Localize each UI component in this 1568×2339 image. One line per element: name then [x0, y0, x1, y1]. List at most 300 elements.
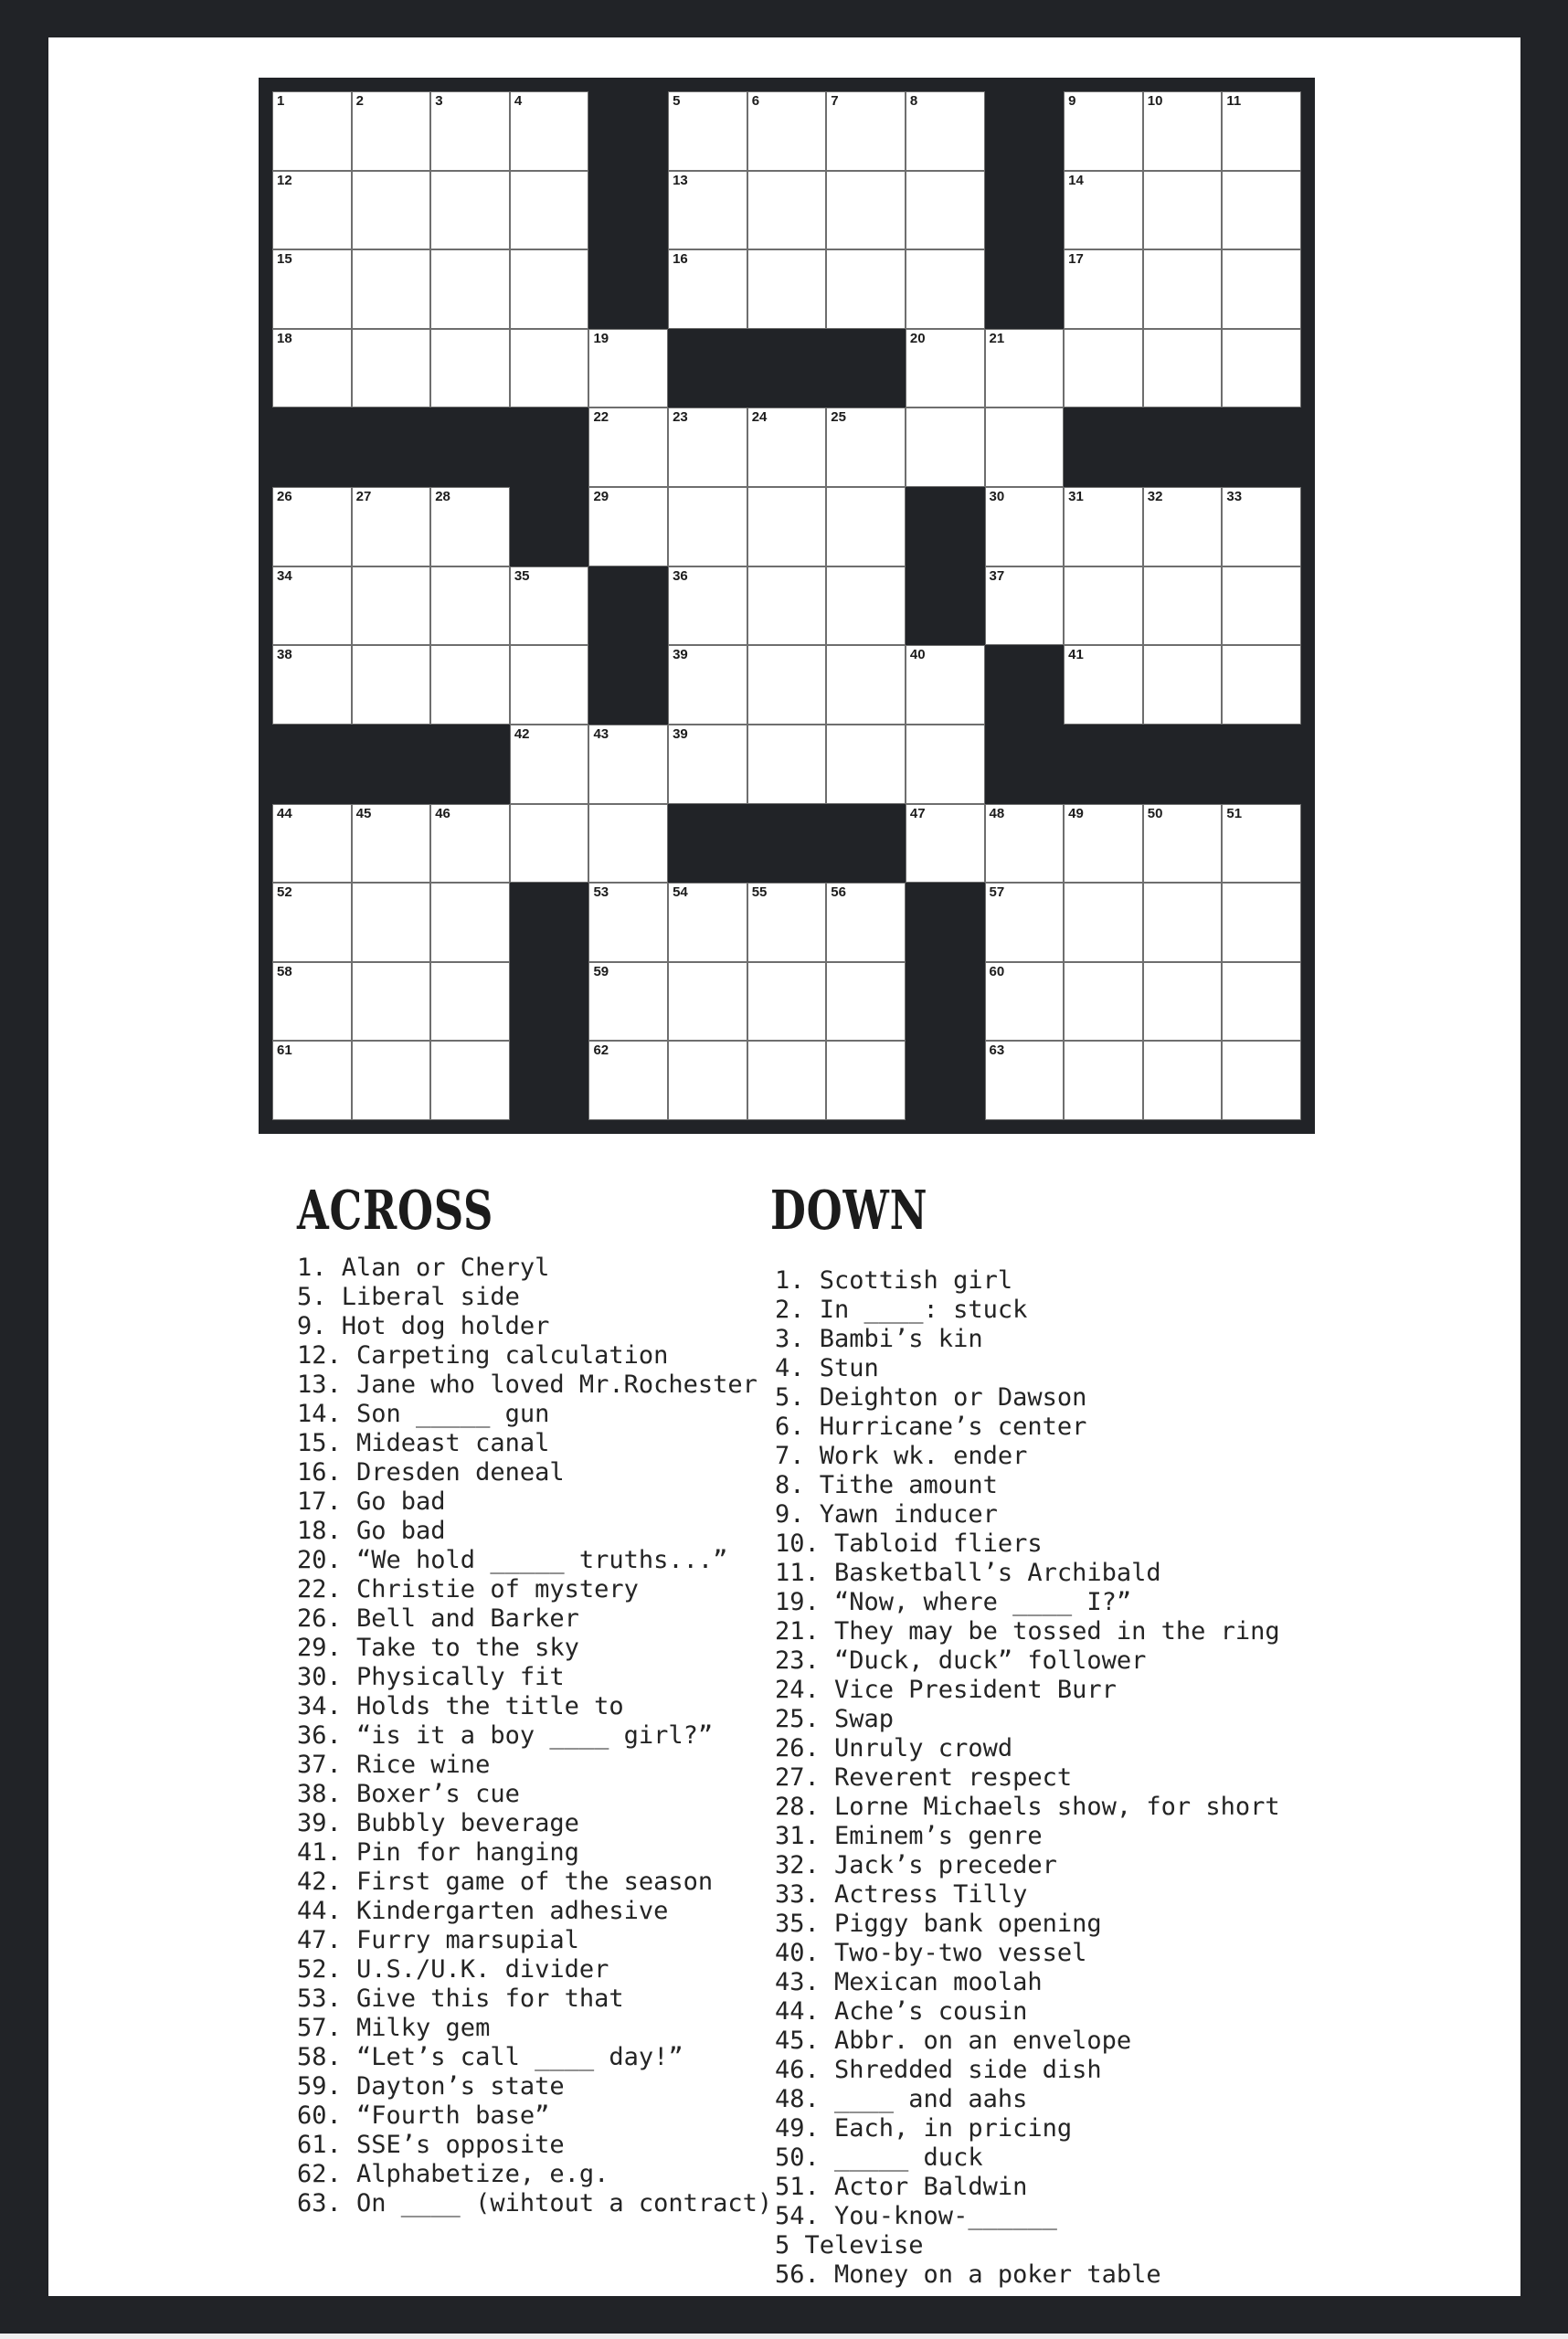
letter-cell[interactable]	[826, 725, 906, 804]
black-cell	[352, 725, 431, 804]
cell-number: 11	[1226, 93, 1242, 109]
letter-cell[interactable]	[747, 487, 827, 566]
letter-cell[interactable]	[826, 1041, 906, 1120]
letter-cell[interactable]	[510, 329, 589, 408]
cell-number: 39	[673, 725, 688, 742]
letter-cell[interactable]	[826, 91, 906, 171]
cell-number: 43	[593, 725, 609, 742]
letter-cell[interactable]	[588, 804, 668, 884]
cell-number: 34	[277, 567, 292, 584]
letter-cell[interactable]	[1143, 487, 1223, 566]
cell-number: 58	[277, 963, 292, 979]
letter-cell[interactable]	[1064, 171, 1143, 250]
black-cell	[352, 407, 431, 487]
across-clue: 60. “Fourth base”	[297, 2101, 550, 2130]
cell-number: 46	[435, 805, 450, 821]
letter-cell[interactable]	[747, 566, 827, 646]
across-clue: 29. Take to the sky	[297, 1634, 579, 1662]
letter-cell[interactable]	[1222, 171, 1301, 250]
down-clue: 3. Bambi’s kin	[775, 1325, 983, 1353]
across-clue: 44. Kindergarten adhesive	[297, 1897, 669, 1925]
down-clue: 24. Vice President Burr	[775, 1676, 1117, 1704]
down-heading-text: DOWN	[770, 1179, 928, 1242]
across-clue: 5. Liberal side	[297, 1283, 520, 1311]
letter-cell[interactable]	[985, 487, 1065, 566]
cell-number: 5	[673, 93, 681, 109]
cell-number: 55	[751, 884, 768, 901]
cell-number: 16	[673, 251, 688, 268]
cell-number: 44	[277, 805, 292, 821]
across-clue: 39. Bubbly beverage	[297, 1809, 579, 1837]
down-clue: 33. Actress Tilly	[775, 1880, 1028, 1909]
black-cell	[747, 804, 827, 884]
down-clue: 25. Swap	[775, 1705, 895, 1733]
letter-cell[interactable]	[1143, 645, 1223, 725]
letter-cell[interactable]	[826, 883, 906, 962]
across-clue: 61. SSE’s opposite	[297, 2131, 565, 2159]
down-clue: 27. Reverent respect	[775, 1763, 1073, 1792]
letter-cell[interactable]	[906, 804, 985, 884]
down-clue: 40. Two-by-two vessel	[775, 1939, 1087, 1967]
letter-cell[interactable]	[1064, 1041, 1143, 1120]
letter-cell[interactable]	[510, 91, 589, 171]
letter-cell[interactable]	[430, 1041, 510, 1120]
letter-cell[interactable]	[1143, 566, 1223, 646]
letter-cell[interactable]	[985, 407, 1065, 487]
cell-number: 28	[435, 489, 450, 505]
across-clue: 62. Alphabetize, e.g.	[297, 2160, 609, 2188]
down-clue: 5. Deighton or Dawson	[775, 1383, 1087, 1412]
letter-cell[interactable]	[826, 249, 906, 329]
cell-number: 26	[277, 489, 292, 505]
letter-cell[interactable]	[826, 487, 906, 566]
letter-cell[interactable]	[906, 171, 985, 250]
black-cell	[906, 566, 985, 646]
letter-cell[interactable]	[272, 962, 352, 1042]
letter-cell[interactable]	[352, 249, 431, 329]
letter-cell[interactable]	[272, 171, 352, 250]
letter-cell[interactable]	[668, 487, 747, 566]
letter-cell[interactable]	[1222, 487, 1301, 566]
across-clue: 58. “Let’s call ____ day!”	[297, 2043, 683, 2071]
across-clue: 41. Pin for hanging	[297, 1838, 579, 1867]
cell-number: 4	[514, 93, 523, 109]
letter-cell[interactable]	[1222, 249, 1301, 329]
letter-cell[interactable]	[272, 804, 352, 884]
letter-cell[interactable]	[668, 1041, 747, 1120]
cell-number: 19	[593, 330, 609, 346]
black-cell	[510, 962, 589, 1042]
letter-cell[interactable]	[430, 804, 510, 884]
letter-cell[interactable]	[985, 883, 1065, 962]
letter-cell[interactable]	[747, 1041, 827, 1120]
cell-number: 47	[909, 805, 926, 821]
cell-number: 31	[1068, 489, 1084, 505]
cell-number: 14	[1068, 172, 1084, 188]
letter-cell[interactable]	[1064, 962, 1143, 1042]
black-cell	[668, 329, 747, 408]
down-clue: 2. In ____: stuck	[775, 1296, 1028, 1324]
letter-cell[interactable]	[668, 249, 747, 329]
letter-cell[interactable]	[668, 91, 747, 171]
cell-number: 39	[673, 647, 688, 663]
crossword-grid	[259, 78, 1315, 1134]
letter-cell[interactable]	[1064, 645, 1143, 725]
down-clue: 54. You-know-______	[775, 2202, 1057, 2230]
letter-cell[interactable]	[1064, 487, 1143, 566]
across-clue: 52. U.S./U.K. divider	[297, 1955, 609, 1984]
letter-cell[interactable]	[430, 566, 510, 646]
down-clue: 23. “Duck, duck” follower	[775, 1646, 1147, 1675]
letter-cell[interactable]	[747, 725, 827, 804]
black-cell	[1222, 407, 1301, 487]
down-clue: 35. Piggy bank opening	[775, 1910, 1102, 1938]
cell-number: 60	[989, 963, 1005, 979]
cell-number: 52	[277, 884, 292, 901]
cell-number: 17	[1068, 251, 1084, 268]
down-clue: 6. Hurricane’s center	[775, 1413, 1087, 1441]
across-clue: 15. Mideast canal	[297, 1429, 550, 1457]
letter-cell[interactable]	[668, 407, 747, 487]
across-clue: 14. Son _____ gun	[297, 1400, 550, 1428]
letter-cell[interactable]	[430, 645, 510, 725]
letter-cell[interactable]	[985, 962, 1065, 1042]
letter-cell[interactable]	[1143, 804, 1223, 884]
cell-number: 8	[909, 93, 918, 109]
letter-cell[interactable]	[826, 962, 906, 1042]
cell-number: 51	[1226, 805, 1243, 821]
down-clue: 28. Lorne Michaels show, for short	[775, 1793, 1280, 1821]
letter-cell[interactable]	[510, 725, 589, 804]
letter-cell[interactable]	[1143, 1041, 1223, 1120]
cell-number: 24	[751, 409, 768, 426]
black-cell	[1143, 725, 1223, 804]
black-cell	[510, 407, 589, 487]
cell-number: 40	[909, 647, 926, 663]
black-cell	[1064, 407, 1143, 487]
letter-cell[interactable]	[510, 566, 589, 646]
letter-cell[interactable]	[272, 566, 352, 646]
page-bottom-strip	[0, 2334, 1568, 2339]
letter-cell[interactable]	[430, 171, 510, 250]
letter-cell[interactable]	[1143, 249, 1223, 329]
letter-cell[interactable]	[826, 407, 906, 487]
cell-number: 32	[1147, 489, 1163, 505]
down-clue: 50. _____ duck	[775, 2143, 983, 2172]
letter-cell[interactable]	[1222, 91, 1301, 171]
letter-cell[interactable]	[668, 566, 747, 646]
across-clue: 42. First game of the season	[297, 1868, 714, 1896]
cell-number: 38	[277, 647, 292, 663]
down-clue: 44. Ache’s cousin	[775, 1997, 1028, 2026]
letter-cell[interactable]	[906, 407, 985, 487]
down-clue: 26. Unruly crowd	[775, 1734, 1013, 1762]
letter-cell[interactable]	[1064, 329, 1143, 408]
letter-cell[interactable]	[1222, 804, 1301, 884]
letter-cell[interactable]	[588, 329, 668, 408]
down-clue: 1. Scottish girl	[775, 1266, 1013, 1295]
down-clue: 51. Actor Baldwin	[775, 2173, 1028, 2201]
across-clue: 37. Rice wine	[297, 1751, 491, 1779]
across-clue: 57. Milky gem	[297, 2014, 491, 2042]
letter-cell[interactable]	[1143, 329, 1223, 408]
across-heading-text: ACROSS	[297, 1179, 494, 1242]
down-clue: 21. They may be tossed in the ring	[775, 1617, 1280, 1646]
across-clue: 30. Physically fit	[297, 1663, 565, 1691]
across-clue: 18. Go bad	[297, 1517, 446, 1545]
letter-cell[interactable]	[352, 329, 431, 408]
cell-number: 35	[514, 567, 530, 584]
cell-number: 3	[435, 93, 443, 109]
down-clue: 46. Shredded side dish	[775, 2056, 1102, 2084]
down-clue: 5 Televise	[775, 2231, 924, 2260]
cell-number: 30	[989, 489, 1005, 505]
cell-number: 48	[989, 805, 1005, 821]
letter-cell[interactable]	[747, 962, 827, 1042]
cell-number: 29	[593, 489, 609, 505]
cell-number: 45	[355, 805, 372, 821]
cell-number: 13	[673, 172, 688, 188]
letter-cell[interactable]	[352, 487, 431, 566]
cell-number: 62	[593, 1042, 609, 1059]
letter-cell[interactable]	[588, 883, 668, 962]
letter-cell[interactable]	[747, 645, 827, 725]
black-cell	[906, 962, 985, 1042]
cell-number: 15	[277, 251, 292, 268]
cell-number: 49	[1068, 805, 1084, 821]
letter-cell[interactable]	[747, 91, 827, 171]
black-cell	[668, 804, 747, 884]
letter-cell[interactable]	[272, 91, 352, 171]
across-clue: 26. Bell and Barker	[297, 1604, 579, 1633]
letter-cell[interactable]	[1222, 962, 1301, 1042]
black-cell	[510, 1041, 589, 1120]
letter-cell[interactable]	[588, 1041, 668, 1120]
across-clue: 13. Jane who loved Mr.Rochester	[297, 1371, 758, 1399]
letter-cell[interactable]	[1222, 329, 1301, 408]
letter-cell[interactable]	[352, 962, 431, 1042]
across-clue: 16. Dresden deneal	[297, 1458, 565, 1487]
across-clue-list	[297, 1254, 772, 2218]
black-cell	[588, 249, 668, 329]
letter-cell[interactable]	[352, 645, 431, 725]
down-clue: 43. Mexican moolah	[775, 1968, 1043, 1996]
black-cell	[588, 91, 668, 171]
cell-number: 10	[1147, 93, 1163, 109]
down-clue: 19. “Now, where ____ I?”	[775, 1588, 1132, 1616]
down-heading	[770, 1179, 978, 1242]
cell-number: 61	[277, 1042, 292, 1059]
down-clue: 32. Jack’s preceder	[775, 1851, 1057, 1879]
letter-cell[interactable]	[826, 645, 906, 725]
letter-cell[interactable]	[906, 91, 985, 171]
letter-cell[interactable]	[588, 407, 668, 487]
letter-cell[interactable]	[985, 566, 1065, 646]
across-clue: 22. Christie of mystery	[297, 1575, 639, 1603]
black-cell	[1222, 725, 1301, 804]
letter-cell[interactable]	[668, 883, 747, 962]
across-clue: 53. Give this for that	[297, 1984, 624, 2013]
cell-number: 12	[277, 172, 292, 188]
cell-number: 2	[355, 93, 364, 109]
across-heading	[297, 1179, 556, 1242]
across-clue: 59. Dayton’s state	[297, 2072, 565, 2101]
down-clue-list	[775, 1266, 1280, 2290]
letter-cell[interactable]	[906, 725, 985, 804]
black-cell	[906, 1041, 985, 1120]
cell-number: 59	[593, 963, 609, 979]
down-clue: 31. Eminem’s genre	[775, 1822, 1043, 1850]
letter-cell[interactable]	[510, 645, 589, 725]
black-cell	[510, 487, 589, 566]
cell-number: 27	[355, 489, 372, 505]
letter-cell[interactable]	[906, 249, 985, 329]
down-clue: 9. Yawn inducer	[775, 1500, 998, 1529]
cell-number: 9	[1068, 93, 1076, 109]
cell-number: 63	[989, 1042, 1005, 1059]
letter-cell[interactable]	[272, 329, 352, 408]
letter-cell[interactable]	[430, 249, 510, 329]
down-clue: 49. Each, in pricing	[775, 2114, 1073, 2143]
black-cell	[510, 883, 589, 962]
letter-cell[interactable]	[985, 804, 1065, 884]
cell-number: 42	[514, 725, 530, 742]
letter-cell[interactable]	[510, 804, 589, 884]
black-cell	[985, 645, 1065, 725]
black-cell	[272, 407, 352, 487]
letter-cell[interactable]	[747, 171, 827, 250]
black-cell	[588, 645, 668, 725]
cell-number: 37	[989, 567, 1005, 584]
across-clue: 9. Hot dog holder	[297, 1312, 550, 1340]
letter-cell[interactable]	[747, 883, 827, 962]
letter-cell[interactable]	[430, 487, 510, 566]
letter-cell[interactable]	[1222, 566, 1301, 646]
letter-cell[interactable]	[906, 645, 985, 725]
cell-number: 57	[989, 884, 1005, 901]
letter-cell[interactable]	[1143, 171, 1223, 250]
letter-cell[interactable]	[272, 645, 352, 725]
black-cell	[588, 566, 668, 646]
cell-number: 41	[1068, 647, 1084, 663]
letter-cell[interactable]	[985, 1041, 1065, 1120]
down-clue: 11. Basketball’s Archibald	[775, 1559, 1161, 1587]
down-clue: 10. Tabloid fliers	[775, 1529, 1043, 1558]
down-clue: 4. Stun	[775, 1354, 879, 1382]
letter-cell[interactable]	[352, 91, 431, 171]
crossword-grid-cells	[272, 91, 1301, 1120]
letter-cell[interactable]	[1064, 804, 1143, 884]
letter-cell[interactable]	[352, 171, 431, 250]
cell-number: 50	[1147, 805, 1163, 821]
letter-cell[interactable]	[1143, 883, 1223, 962]
down-clue: 8. Tithe amount	[775, 1471, 998, 1499]
letter-cell[interactable]	[430, 91, 510, 171]
letter-cell[interactable]	[668, 725, 747, 804]
letter-cell[interactable]	[272, 487, 352, 566]
cell-number: 7	[831, 93, 839, 109]
letter-cell[interactable]	[1064, 249, 1143, 329]
letter-cell[interactable]	[747, 407, 827, 487]
letter-cell[interactable]	[1064, 91, 1143, 171]
letter-cell[interactable]	[1222, 645, 1301, 725]
letter-cell[interactable]	[352, 804, 431, 884]
letter-cell[interactable]	[352, 566, 431, 646]
black-cell	[985, 249, 1065, 329]
black-cell	[430, 407, 510, 487]
across-clue: 1. Alan or Cheryl	[297, 1254, 550, 1282]
down-clue: 45. Abbr. on an envelope	[775, 2027, 1132, 2055]
letter-cell[interactable]	[1064, 566, 1143, 646]
down-clue: 7. Work wk. ender	[775, 1442, 1028, 1470]
letter-cell[interactable]	[1143, 91, 1223, 171]
down-clue: 48. ____ and aahs	[775, 2085, 1028, 2113]
across-clue: 17. Go bad	[297, 1487, 446, 1516]
letter-cell[interactable]	[668, 962, 747, 1042]
black-cell	[906, 487, 985, 566]
letter-cell[interactable]	[352, 883, 431, 962]
cell-number: 20	[909, 330, 926, 346]
letter-cell[interactable]	[668, 645, 747, 725]
letter-cell[interactable]	[272, 249, 352, 329]
letter-cell[interactable]	[1222, 883, 1301, 962]
letter-cell[interactable]	[430, 329, 510, 408]
letter-cell[interactable]	[747, 249, 827, 329]
black-cell	[747, 329, 827, 408]
black-cell	[588, 171, 668, 250]
letter-cell[interactable]	[906, 329, 985, 408]
across-clue: 12. Carpeting calculation	[297, 1341, 669, 1370]
letter-cell[interactable]	[510, 171, 589, 250]
cell-number: 56	[831, 884, 846, 901]
letter-cell[interactable]	[1064, 883, 1143, 962]
cell-number: 22	[593, 409, 609, 426]
cell-number: 6	[751, 93, 760, 109]
across-clue: 34. Holds the title to	[297, 1692, 624, 1720]
black-cell	[430, 725, 510, 804]
letter-cell[interactable]	[588, 725, 668, 804]
cell-number: 18	[277, 330, 292, 346]
letter-cell[interactable]	[430, 883, 510, 962]
cell-number: 25	[831, 409, 846, 426]
black-cell	[826, 329, 906, 408]
letter-cell[interactable]	[668, 171, 747, 250]
cell-number: 21	[989, 330, 1005, 346]
across-clue: 47. Furry marsupial	[297, 1926, 579, 1954]
black-cell	[1064, 725, 1143, 804]
cell-number: 23	[673, 409, 688, 426]
letter-cell[interactable]	[510, 249, 589, 329]
letter-cell[interactable]	[588, 962, 668, 1042]
letter-cell[interactable]	[430, 962, 510, 1042]
across-clue: 20. “We hold _____ truths...”	[297, 1546, 728, 1574]
cell-number: 54	[673, 884, 688, 901]
letter-cell[interactable]	[272, 1041, 352, 1120]
letter-cell[interactable]	[826, 566, 906, 646]
across-clue: 38. Boxer’s cue	[297, 1780, 520, 1808]
letter-cell[interactable]	[1143, 962, 1223, 1042]
letter-cell[interactable]	[352, 1041, 431, 1120]
letter-cell[interactable]	[1222, 1041, 1301, 1120]
letter-cell[interactable]	[826, 171, 906, 250]
cell-number: 1	[277, 93, 285, 109]
black-cell	[985, 725, 1065, 804]
letter-cell[interactable]	[588, 487, 668, 566]
letter-cell[interactable]	[272, 883, 352, 962]
letter-cell[interactable]	[985, 329, 1065, 408]
down-clue: 56. Money on a poker table	[775, 2260, 1161, 2289]
black-cell	[906, 883, 985, 962]
